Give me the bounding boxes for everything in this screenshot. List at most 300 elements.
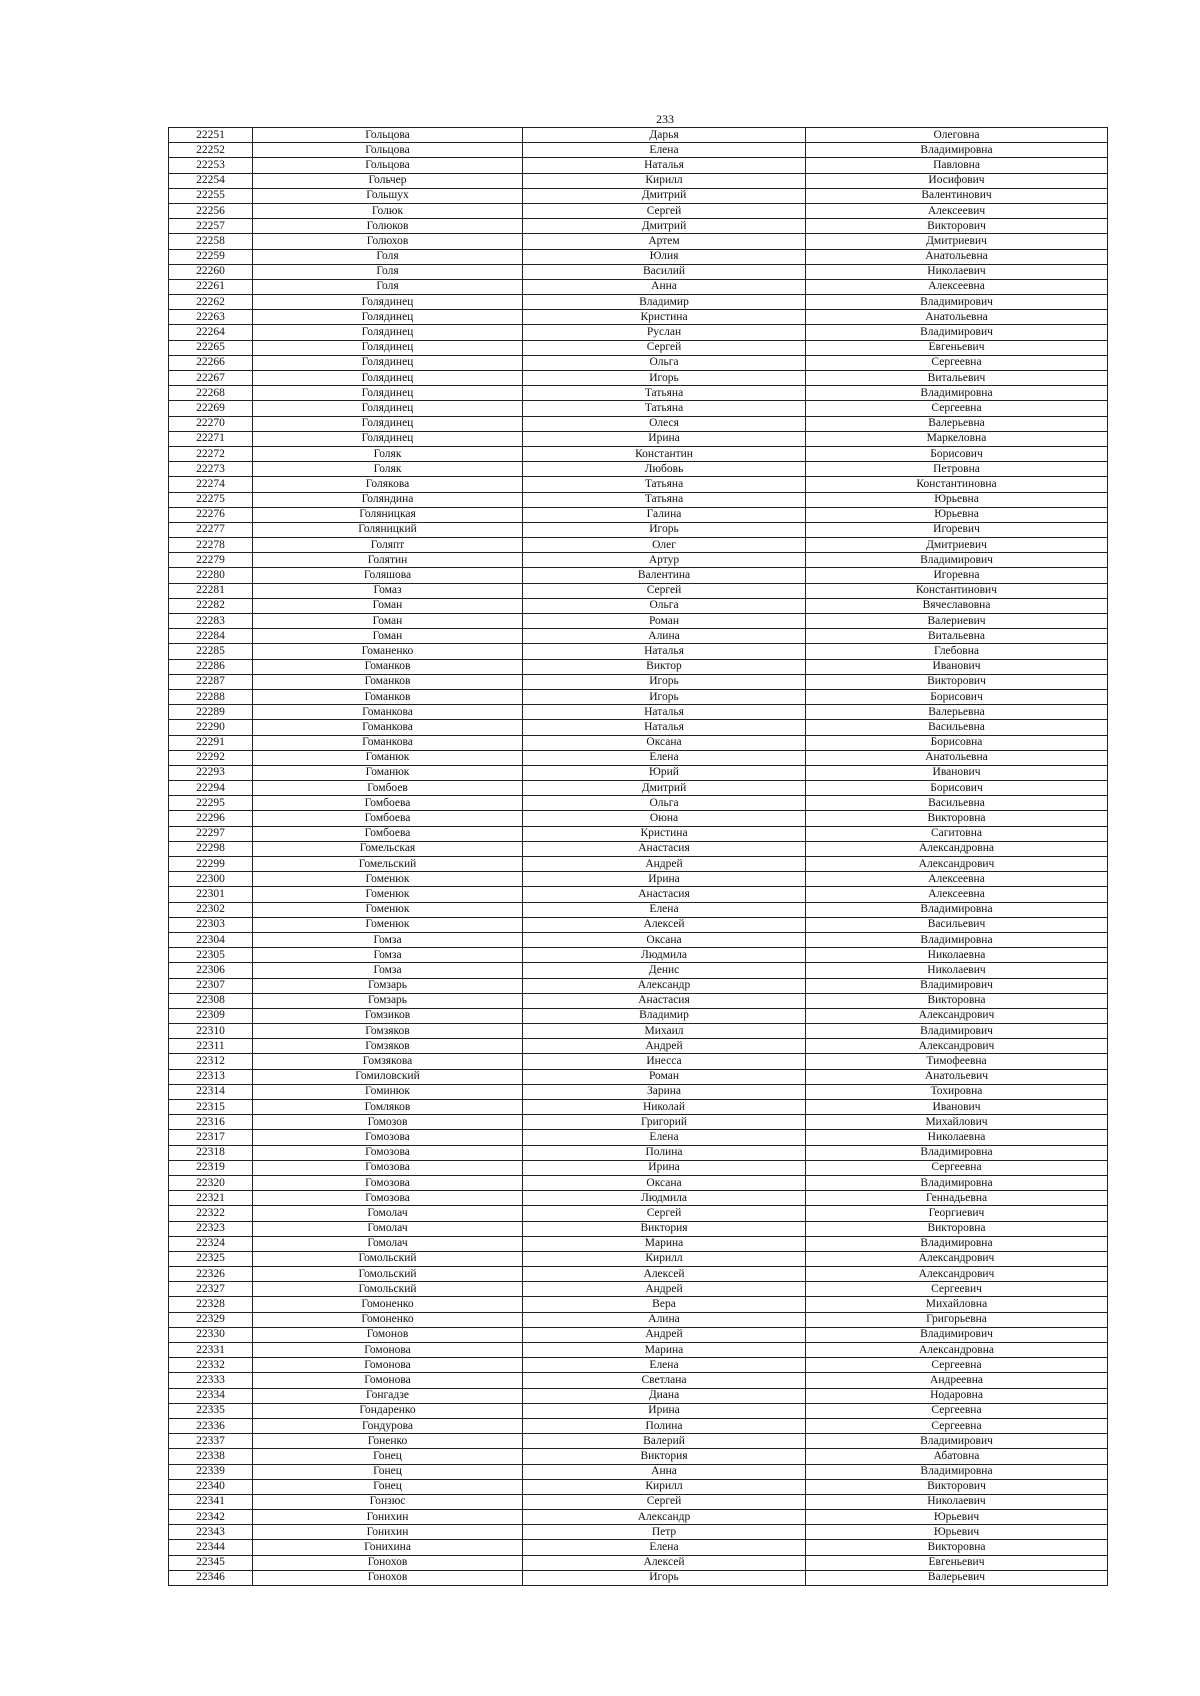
table-row	[169, 173, 1108, 188]
middle-name: Анатольевна	[806, 750, 1108, 765]
last-name: Гомза	[253, 932, 523, 947]
last-name: Гомза	[253, 948, 523, 963]
table-row	[169, 811, 1108, 826]
middle-name: Владимирович	[806, 1024, 1108, 1039]
last-name: Голяницкий	[253, 522, 523, 537]
table-row	[169, 1418, 1108, 1433]
row-number: 22290	[169, 720, 253, 735]
first-name: Анастасия	[523, 841, 806, 856]
middle-name: Владимировна	[806, 902, 1108, 917]
last-name: Гоменюк	[253, 902, 523, 917]
row-number: 22337	[169, 1434, 253, 1449]
last-name: Гомзяков	[253, 1039, 523, 1054]
last-name: Гоман	[253, 629, 523, 644]
middle-name: Витальевич	[806, 371, 1108, 386]
row-number: 22262	[169, 295, 253, 310]
first-name: Игорь	[523, 1570, 806, 1585]
middle-name: Сергеевна	[806, 401, 1108, 416]
row-number: 22286	[169, 659, 253, 674]
middle-name: Дмитриевич	[806, 538, 1108, 553]
first-name: Андрей	[523, 1039, 806, 1054]
table-row	[169, 1191, 1108, 1206]
row-number: 22295	[169, 796, 253, 811]
table-row	[169, 264, 1108, 279]
table-row	[169, 826, 1108, 841]
row-number: 22279	[169, 553, 253, 568]
table-row	[169, 1464, 1108, 1479]
row-number: 22332	[169, 1358, 253, 1373]
row-number: 22325	[169, 1251, 253, 1266]
row-number: 22264	[169, 325, 253, 340]
last-name: Гомольский	[253, 1251, 523, 1266]
middle-name: Владимировна	[806, 143, 1108, 158]
last-name: Гомиловский	[253, 1069, 523, 1084]
row-number: 22335	[169, 1403, 253, 1418]
last-name: Гоман	[253, 614, 523, 629]
middle-name: Александрович	[806, 1039, 1108, 1054]
middle-name: Владимирович	[806, 553, 1108, 568]
first-name: Елена	[523, 1540, 806, 1555]
last-name: Голядинец	[253, 295, 523, 310]
row-number: 22275	[169, 492, 253, 507]
middle-name: Юрьевич	[806, 1525, 1108, 1540]
last-name: Голядинец	[253, 431, 523, 446]
first-name: Сергей	[523, 340, 806, 355]
table-row	[169, 462, 1108, 477]
first-name: Вера	[523, 1297, 806, 1312]
last-name: Гомзяков	[253, 1024, 523, 1039]
first-name: Кристина	[523, 826, 806, 841]
last-name: Гомолач	[253, 1206, 523, 1221]
row-number: 22334	[169, 1388, 253, 1403]
middle-name: Васильевна	[806, 720, 1108, 735]
row-number: 22316	[169, 1115, 253, 1130]
middle-name: Николаевна	[806, 1130, 1108, 1145]
table-row	[169, 1449, 1108, 1464]
row-number: 22259	[169, 249, 253, 264]
table-row	[169, 689, 1108, 704]
table-row	[169, 219, 1108, 234]
middle-name: Александрович	[806, 1251, 1108, 1266]
table-row	[169, 1358, 1108, 1373]
row-number: 22315	[169, 1100, 253, 1115]
first-name: Ирина	[523, 1403, 806, 1418]
table-row	[169, 386, 1108, 401]
first-name: Кирилл	[523, 1479, 806, 1494]
row-number: 22345	[169, 1555, 253, 1570]
middle-name: Сергеевна	[806, 1403, 1108, 1418]
last-name: Голядинец	[253, 310, 523, 325]
last-name: Гомольский	[253, 1282, 523, 1297]
last-name: Гоманков	[253, 674, 523, 689]
last-name: Гольшух	[253, 188, 523, 203]
last-name: Гоманюк	[253, 750, 523, 765]
middle-name: Валерьевна	[806, 416, 1108, 431]
last-name: Голядинец	[253, 355, 523, 370]
table-row	[169, 1343, 1108, 1358]
last-name: Гольцова	[253, 128, 523, 143]
table-row	[169, 340, 1108, 355]
table-row	[169, 1251, 1108, 1266]
table-row	[169, 143, 1108, 158]
row-number: 22307	[169, 978, 253, 993]
middle-name: Тохировна	[806, 1084, 1108, 1099]
row-number: 22308	[169, 993, 253, 1008]
table-row	[169, 887, 1108, 902]
last-name: Гонгадзе	[253, 1388, 523, 1403]
first-name: Михаил	[523, 1024, 806, 1039]
middle-name: Владимировна	[806, 1236, 1108, 1251]
middle-name: Сергеевна	[806, 1160, 1108, 1175]
first-name: Дмитрий	[523, 188, 806, 203]
row-number: 22338	[169, 1449, 253, 1464]
row-number: 22302	[169, 902, 253, 917]
first-name: Марина	[523, 1343, 806, 1358]
middle-name: Александрович	[806, 857, 1108, 872]
last-name: Гомоненко	[253, 1312, 523, 1327]
first-name: Ольга	[523, 355, 806, 370]
middle-name: Владимировна	[806, 932, 1108, 947]
first-name: Николай	[523, 1100, 806, 1115]
table-row	[169, 1373, 1108, 1388]
middle-name: Валериевич	[806, 614, 1108, 629]
row-number: 22340	[169, 1479, 253, 1494]
first-name: Анастасия	[523, 993, 806, 1008]
table-row	[169, 1024, 1108, 1039]
table-row	[169, 295, 1108, 310]
middle-name: Евгеньевич	[806, 1555, 1108, 1570]
middle-name: Иванович	[806, 765, 1108, 780]
row-number: 22304	[169, 932, 253, 947]
row-number: 22299	[169, 857, 253, 872]
row-number: 22271	[169, 431, 253, 446]
last-name: Голядинец	[253, 386, 523, 401]
first-name: Полина	[523, 1418, 806, 1433]
table-row	[169, 659, 1108, 674]
table-row	[169, 1145, 1108, 1160]
first-name: Сергей	[523, 1206, 806, 1221]
first-name: Ирина	[523, 1160, 806, 1175]
first-name: Светлана	[523, 1373, 806, 1388]
first-name: Василий	[523, 264, 806, 279]
table-row	[169, 765, 1108, 780]
first-name: Олег	[523, 538, 806, 553]
table-row	[169, 371, 1108, 386]
first-name: Ольга	[523, 796, 806, 811]
row-number: 22280	[169, 568, 253, 583]
middle-name: Алексеевна	[806, 872, 1108, 887]
first-name: Инесса	[523, 1054, 806, 1069]
row-number: 22300	[169, 872, 253, 887]
middle-name: Алексеевна	[806, 279, 1108, 294]
middle-name: Александрович	[806, 1267, 1108, 1282]
middle-name: Алексеевич	[806, 203, 1108, 218]
last-name: Голякова	[253, 477, 523, 492]
last-name: Гомельский	[253, 857, 523, 872]
middle-name: Викторовна	[806, 811, 1108, 826]
first-name: Петр	[523, 1525, 806, 1540]
last-name: Гомольский	[253, 1267, 523, 1282]
row-number: 22319	[169, 1160, 253, 1175]
last-name: Гонец	[253, 1449, 523, 1464]
middle-name: Петровна	[806, 462, 1108, 477]
row-number: 22320	[169, 1175, 253, 1190]
first-name: Игорь	[523, 522, 806, 537]
table-row	[169, 1206, 1108, 1221]
row-number: 22329	[169, 1312, 253, 1327]
last-name: Гонзюс	[253, 1494, 523, 1509]
table-row	[169, 1236, 1108, 1251]
first-name: Диана	[523, 1388, 806, 1403]
middle-name: Александровна	[806, 841, 1108, 856]
table-row	[169, 1221, 1108, 1236]
table-row	[169, 1327, 1108, 1342]
first-name: Елена	[523, 1130, 806, 1145]
table-row	[169, 1282, 1108, 1297]
table-row	[169, 1570, 1108, 1585]
row-number: 22252	[169, 143, 253, 158]
first-name: Олеся	[523, 416, 806, 431]
row-number: 22324	[169, 1236, 253, 1251]
row-number: 22312	[169, 1054, 253, 1069]
first-name: Сергей	[523, 1494, 806, 1509]
last-name: Гоненко	[253, 1434, 523, 1449]
middle-name: Владимирович	[806, 325, 1108, 340]
row-number: 22333	[169, 1373, 253, 1388]
row-number: 22287	[169, 674, 253, 689]
first-name: Кристина	[523, 310, 806, 325]
last-name: Гомзиков	[253, 1008, 523, 1023]
last-name: Гомолач	[253, 1221, 523, 1236]
first-name: Ирина	[523, 431, 806, 446]
last-name: Гомонова	[253, 1373, 523, 1388]
table-row	[169, 720, 1108, 735]
first-name: Сергей	[523, 583, 806, 598]
last-name: Голяк	[253, 446, 523, 461]
table-row	[169, 796, 1108, 811]
first-name: Кирилл	[523, 173, 806, 188]
row-number: 22278	[169, 538, 253, 553]
first-name: Людмила	[523, 948, 806, 963]
table-row	[169, 1130, 1108, 1145]
last-name: Гондурова	[253, 1418, 523, 1433]
table-row	[169, 538, 1108, 553]
first-name: Виктория	[523, 1221, 806, 1236]
first-name: Татьяна	[523, 386, 806, 401]
first-name: Григорий	[523, 1115, 806, 1130]
table-row	[169, 128, 1108, 143]
row-number: 22251	[169, 128, 253, 143]
table-row	[169, 477, 1108, 492]
row-number: 22254	[169, 173, 253, 188]
first-name: Алексей	[523, 1267, 806, 1282]
first-name: Роман	[523, 614, 806, 629]
last-name: Гонохов	[253, 1570, 523, 1585]
last-name: Голя	[253, 279, 523, 294]
row-number: 22339	[169, 1464, 253, 1479]
table-row	[169, 917, 1108, 932]
last-name: Гольцова	[253, 143, 523, 158]
first-name: Полина	[523, 1145, 806, 1160]
table-row	[169, 963, 1108, 978]
row-number: 22336	[169, 1418, 253, 1433]
row-number: 22274	[169, 477, 253, 492]
middle-name: Иванович	[806, 1100, 1108, 1115]
table-row	[169, 234, 1108, 249]
first-name: Александр	[523, 1510, 806, 1525]
last-name: Гомоненко	[253, 1297, 523, 1312]
first-name: Артем	[523, 234, 806, 249]
table-row	[169, 614, 1108, 629]
table-row	[169, 978, 1108, 993]
middle-name: Михайловна	[806, 1297, 1108, 1312]
last-name: Голяницкая	[253, 507, 523, 522]
middle-name: Владимировна	[806, 1145, 1108, 1160]
middle-name: Борисовна	[806, 735, 1108, 750]
middle-name: Маркеловна	[806, 431, 1108, 446]
middle-name: Васильевич	[806, 917, 1108, 932]
last-name: Гомза	[253, 963, 523, 978]
table-row	[169, 1069, 1108, 1084]
middle-name: Викторовна	[806, 993, 1108, 1008]
row-number: 22294	[169, 781, 253, 796]
row-number: 22291	[169, 735, 253, 750]
last-name: Гомозова	[253, 1145, 523, 1160]
middle-name: Михайлович	[806, 1115, 1108, 1130]
last-name: Голядинец	[253, 416, 523, 431]
first-name: Андрей	[523, 1327, 806, 1342]
middle-name: Викторович	[806, 674, 1108, 689]
table-row	[169, 1388, 1108, 1403]
first-name: Любовь	[523, 462, 806, 477]
last-name: Голядинец	[253, 401, 523, 416]
middle-name: Александровна	[806, 1343, 1108, 1358]
first-name: Людмила	[523, 1191, 806, 1206]
first-name: Дмитрий	[523, 781, 806, 796]
first-name: Руслан	[523, 325, 806, 340]
first-name: Оксана	[523, 932, 806, 947]
row-number: 22255	[169, 188, 253, 203]
row-number: 22341	[169, 1494, 253, 1509]
first-name: Виктория	[523, 1449, 806, 1464]
last-name: Гоминюк	[253, 1084, 523, 1099]
middle-name: Сергеевна	[806, 355, 1108, 370]
table-row	[169, 1297, 1108, 1312]
middle-name: Иосифович	[806, 173, 1108, 188]
table-row	[169, 705, 1108, 720]
first-name: Оксана	[523, 1175, 806, 1190]
row-number: 22298	[169, 841, 253, 856]
first-name: Дарья	[523, 128, 806, 143]
first-name: Денис	[523, 963, 806, 978]
row-number: 22309	[169, 1008, 253, 1023]
middle-name: Николаевич	[806, 963, 1108, 978]
row-number: 22270	[169, 416, 253, 431]
table-row	[169, 1039, 1108, 1054]
first-name: Игорь	[523, 674, 806, 689]
row-number: 22258	[169, 234, 253, 249]
row-number: 22330	[169, 1327, 253, 1342]
first-name: Анна	[523, 1464, 806, 1479]
middle-name: Игоревич	[806, 522, 1108, 537]
last-name: Голядинец	[253, 371, 523, 386]
row-number: 22261	[169, 279, 253, 294]
last-name: Голяшова	[253, 568, 523, 583]
middle-name: Викторовна	[806, 1221, 1108, 1236]
last-name: Голюк	[253, 203, 523, 218]
middle-name: Витальевна	[806, 629, 1108, 644]
middle-name: Николаевич	[806, 1494, 1108, 1509]
last-name: Голяпт	[253, 538, 523, 553]
last-name: Гондаренко	[253, 1403, 523, 1418]
first-name: Анна	[523, 279, 806, 294]
middle-name: Георгиевич	[806, 1206, 1108, 1221]
last-name: Гоманков	[253, 659, 523, 674]
middle-name: Иванович	[806, 659, 1108, 674]
table-row	[169, 1008, 1108, 1023]
table-row	[169, 1555, 1108, 1570]
row-number: 22289	[169, 705, 253, 720]
table-row	[169, 203, 1108, 218]
middle-name: Владимирович	[806, 295, 1108, 310]
middle-name: Тимофеевна	[806, 1054, 1108, 1069]
middle-name: Борисович	[806, 689, 1108, 704]
middle-name: Александрович	[806, 1008, 1108, 1023]
row-number: 22282	[169, 598, 253, 613]
last-name: Гонихин	[253, 1510, 523, 1525]
middle-name: Геннадьевна	[806, 1191, 1108, 1206]
table-row	[169, 1175, 1108, 1190]
first-name: Кирилл	[523, 1251, 806, 1266]
row-number: 22257	[169, 219, 253, 234]
first-name: Владимир	[523, 1008, 806, 1023]
row-number: 22277	[169, 522, 253, 537]
row-number: 22326	[169, 1267, 253, 1282]
first-name: Игорь	[523, 689, 806, 704]
middle-name: Васильевна	[806, 796, 1108, 811]
row-number: 22269	[169, 401, 253, 416]
table-row	[169, 872, 1108, 887]
row-number: 22276	[169, 507, 253, 522]
row-number: 22268	[169, 386, 253, 401]
middle-name: Абатовна	[806, 1449, 1108, 1464]
middle-name: Владимировна	[806, 1175, 1108, 1190]
last-name: Гоманкова	[253, 705, 523, 720]
last-name: Гоманенко	[253, 644, 523, 659]
table-row	[169, 674, 1108, 689]
first-name: Елена	[523, 750, 806, 765]
row-number: 22281	[169, 583, 253, 598]
row-number: 22267	[169, 371, 253, 386]
last-name: Голюхов	[253, 234, 523, 249]
row-number: 22292	[169, 750, 253, 765]
row-number: 22323	[169, 1221, 253, 1236]
row-number: 22313	[169, 1069, 253, 1084]
row-number: 22266	[169, 355, 253, 370]
table-row	[169, 1540, 1108, 1555]
first-name: Марина	[523, 1236, 806, 1251]
first-name: Сергей	[523, 203, 806, 218]
row-number: 22311	[169, 1039, 253, 1054]
table-row	[169, 1312, 1108, 1327]
middle-name: Сергеевна	[806, 1418, 1108, 1433]
row-number: 22265	[169, 340, 253, 355]
middle-name: Константиновна	[806, 477, 1108, 492]
row-number: 22328	[169, 1297, 253, 1312]
last-name: Голя	[253, 249, 523, 264]
row-number: 22296	[169, 811, 253, 826]
name-list-body	[169, 128, 1108, 1586]
